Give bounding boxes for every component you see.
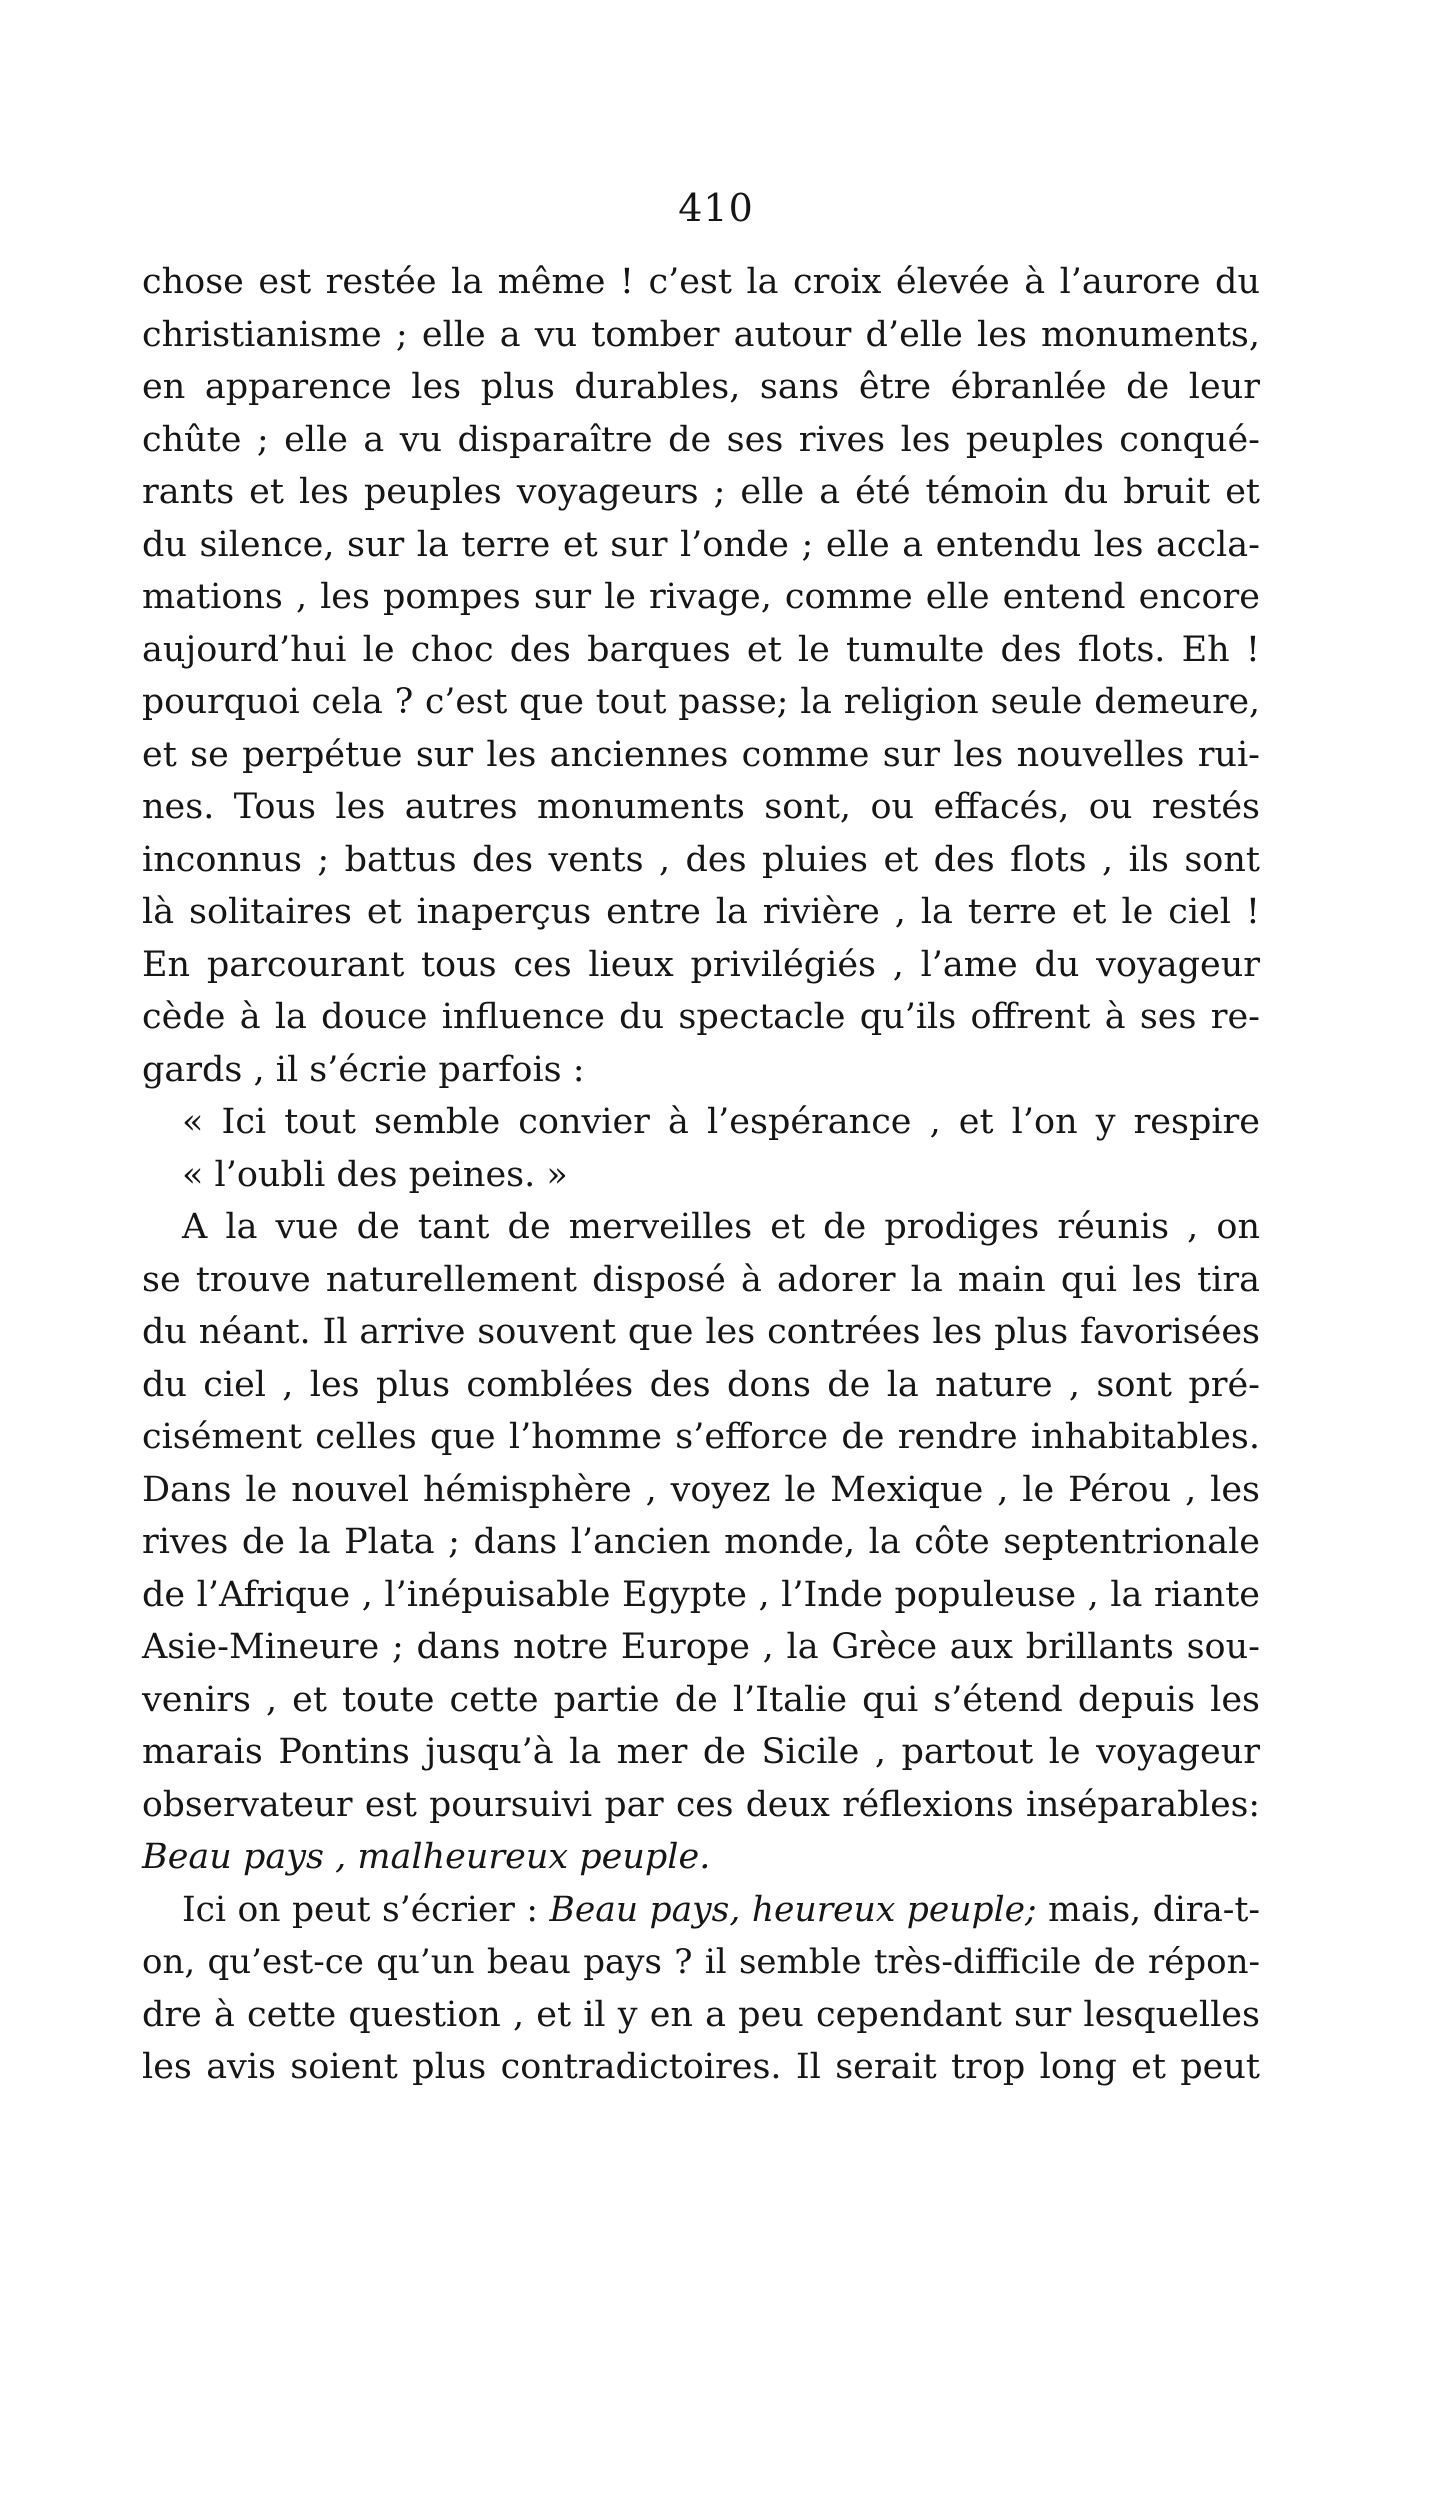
- text-line: aujourd’hui le choc des barques et le tumulte des flots. Eh !: [142, 629, 1260, 670]
- text-line: nes. Tous les autres monuments sont, ou effacés, ou restés: [142, 787, 1260, 827]
- text-line: cède à la douce influence du spectacle qu’ils offrent à ses re-: [142, 997, 1260, 1037]
- text-line: les avis soient plus contradictoires. Il serait trop long et peut: [142, 2047, 1260, 2087]
- text-line: A la vue de tant de merveilles et de prodiges réunis , on: [182, 1207, 1260, 1247]
- text-line: se trouve naturellement disposé à adorer la main qui les tira: [142, 1259, 1260, 1300]
- page-number: 410: [678, 186, 754, 230]
- text-line: mations , les pompes sur le rivage, comme elle entend encore: [142, 577, 1260, 617]
- text-line: rants et les peuples voyageurs ; elle a été témoin du bruit et: [142, 472, 1260, 512]
- text-line: et se perpétue sur les anciennes comme sur les nouvelles rui-: [142, 734, 1260, 775]
- text-line: [142, 1884, 1260, 1937]
- text-line: chose est restée la même ! c’est la croix élevée à l’aurore du: [142, 262, 1260, 302]
- text-line: Dans le nouvel hémisphère , voyez le Mexique , le Pérou , les: [142, 1469, 1260, 1510]
- text-line: en apparence les plus durables, sans être ébranlée de leur: [142, 367, 1260, 407]
- italic-phrase: Beau pays, heureux peuple;: [549, 1889, 1037, 1930]
- text-line: christianisme ; elle a vu tomber autour d’elle les monuments,: [142, 314, 1260, 355]
- text-line: En parcourant tous ces lieux privilégiés , l’ame du voyageur: [142, 944, 1260, 985]
- text-line: du ciel , les plus comblées des dons de la nature , sont pré-: [142, 1364, 1260, 1405]
- body-text: [142, 256, 1260, 2094]
- quote-line: « l’oubli des peines. »: [182, 1154, 568, 1195]
- italic-line: [142, 1831, 1260, 1884]
- text-segment: Ici on peut s’écrier :: [182, 1889, 550, 1930]
- text-line: on, qu’est-ce qu’un beau pays ? il semble très-difficile de répon-: [142, 1942, 1260, 1982]
- text-line: cisément celles que l’homme s’efforce de rendre inhabitables.: [142, 1417, 1260, 1457]
- text-line: du néant. Il arrive souvent que les contrées les plus favorisées: [142, 1312, 1260, 1352]
- italic-phrase: Beau pays , malheureux peuple.: [142, 1837, 711, 1877]
- text-line: gards , il s’écrie parfois :: [142, 1049, 585, 1090]
- text-line: venirs , et toute cette partie de l’Italie qui s’étend depuis les: [142, 1679, 1260, 1720]
- text-line: Asie-Mineure ; dans notre Europe , la Grèce aux brillants sou-: [142, 1627, 1260, 1667]
- text-line: chûte ; elle a vu disparaître de ses rives les peuples conqué-: [142, 419, 1260, 460]
- quote-line: « Ici tout semble convier à l’espérance , et l’on y respire: [182, 1102, 1260, 1142]
- text-segment: mais, dira-t-: [1036, 1889, 1260, 1930]
- text-line: du silence, sur la terre et sur l’onde ; elle a entendu les accla-: [142, 524, 1260, 565]
- text-line: rives de la Plata ; dans l’ancien monde, la côte septentrionale: [142, 1522, 1260, 1562]
- text-line: de l’Afrique , l’inépuisable Egypte , l’Inde populeuse , la riante: [142, 1574, 1260, 1615]
- text-line: inconnus ; battus des vents , des pluies et des flots , ils sont: [142, 839, 1260, 880]
- text-line: là solitaires et inaperçus entre la rivière , la terre et le ciel !: [142, 892, 1260, 932]
- text-line: marais Pontins jusqu’à la mer de Sicile , partout le voyageur: [142, 1732, 1260, 1772]
- text-line: dre à cette question , et il y en a peu cependant sur lesquelles: [142, 1994, 1260, 2035]
- text-line: pourquoi cela ? c’est que tout passe; la religion seule demeure,: [142, 682, 1260, 722]
- text-line: observateur est poursuivi par ces deux réflexions inséparables:: [142, 1784, 1260, 1825]
